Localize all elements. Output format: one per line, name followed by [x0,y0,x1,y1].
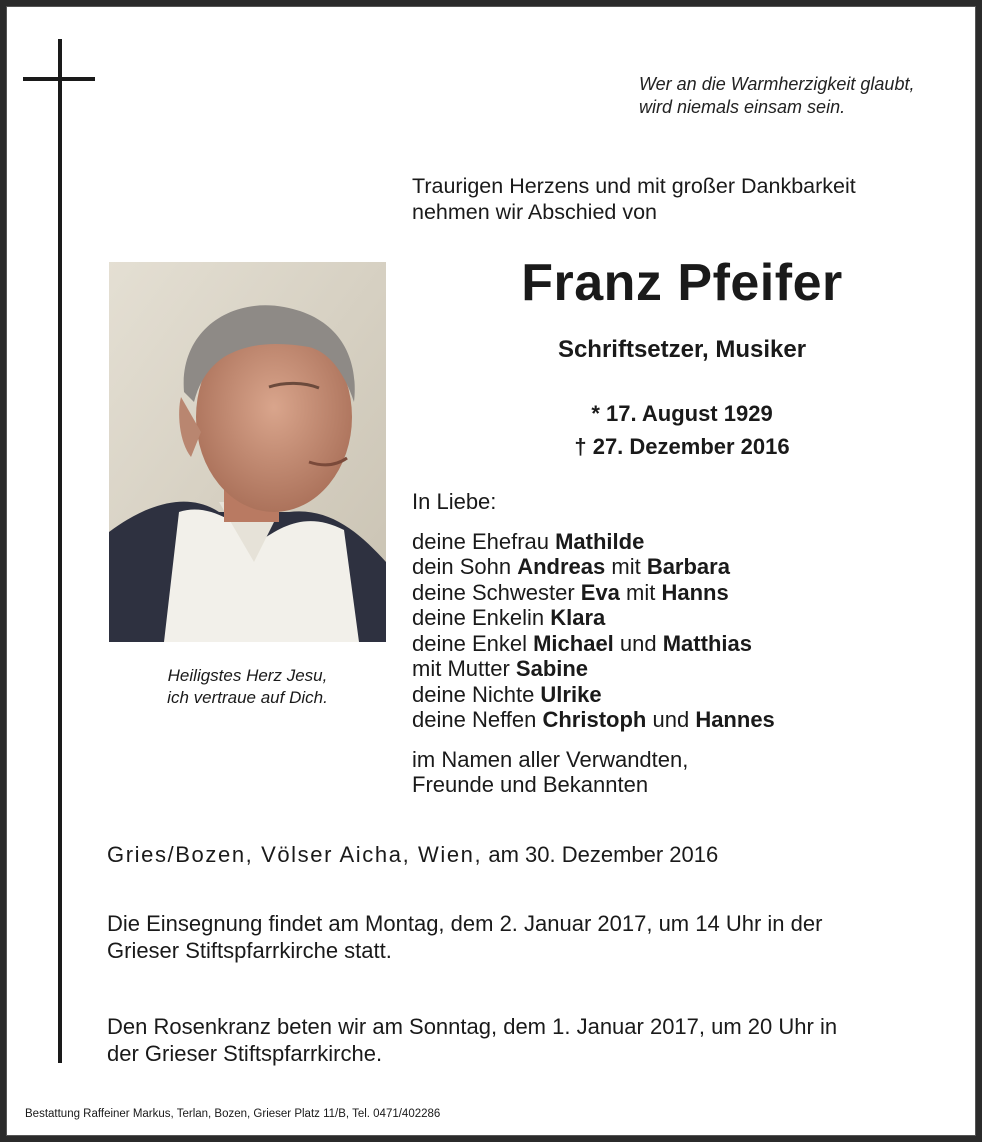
life-dates [412,397,952,463]
intro-line-2: nehmen wir Abschied von [412,200,658,224]
mourner-name: Mathilde [555,528,645,554]
blessing-line-2: Grieser Stiftspfarrkirche statt. [107,938,392,963]
mourner-name: Sabine [515,656,589,681]
mourner-relation: und [613,630,663,656]
mourner-name: Christoph [542,707,647,732]
mourner-line [412,580,952,606]
mourner-relation: dein Sohn [412,554,518,579]
mourner-name: Ulrike [540,681,602,707]
mourner-name: Michael [533,630,614,656]
mourner-name: Andreas [517,554,606,579]
mourner-line [412,554,952,580]
mourner-relation: deine Neffen [412,707,543,732]
mourner-relation: deine Enkelin [412,605,551,630]
intro-line-1: Traurigen Herzens und mit großer Dankbarkeit [412,174,856,198]
rosary-line-2: der Grieser Stiftspfarrkirche. [107,1041,383,1066]
deceased-name: Franz Pfeifer [521,254,843,312]
mourners-list [412,489,952,798]
mourner-line [412,682,952,708]
obituary-page [6,6,976,1136]
mourner-name: Hannes [695,707,775,732]
mourner-line [412,631,952,657]
place-and-date [107,841,947,869]
mourner-line [412,656,952,682]
closing-line-2: Freunde und Bekannten [412,772,649,797]
mourner-relation: deine Schwester [412,579,581,605]
motto-quote [639,73,959,119]
mourner-relation: mit [605,554,647,579]
closing-line-1: im Namen aller Verwandten, [412,746,689,772]
mourner-relation: deine Nichte [412,681,541,707]
motto-line-1: Wer an die Warmherzigkeit glaubt, [639,74,915,94]
death-date: † 27. Dezember 2016 [574,434,790,459]
mourner-line [412,707,952,733]
blessing-notice [107,910,955,964]
portrait-photo [109,262,386,642]
intro-text [412,173,952,225]
photo-caption [109,665,386,709]
birth-date: * 17. August 1929 [591,401,773,426]
mourner-line [412,605,952,631]
mourner-relation: deine Ehefrau [412,528,556,554]
mourner-relation: und [646,707,696,732]
portrait-illustration [109,262,386,642]
mourner-line [412,529,952,555]
mourner-relation: deine Enkel [412,630,534,656]
mourners-rows [412,529,952,733]
notice-date: am 30. Dezember 2016 [482,842,719,867]
motto-line-2: wird niemals einsam sein. [639,97,846,117]
rosary-line-1: Den Rosenkranz beten wir am Sonntag, dem 1. Januar 2017, um 20 Uhr in [107,1014,838,1039]
mourner-relation: mit [619,579,662,605]
rosary-notice [107,1013,955,1067]
funeral-home-footer: Bestattung Raffeiner Markus, Terlan, Bozen, Grieser Platz 11/B, Tel. 0471/402286 [25,1108,441,1120]
mourners-heading: In Liebe: [412,489,497,514]
mourner-name: Barbara [646,554,730,579]
caption-line-1: Heiligstes Herz Jesu, [167,666,328,685]
caption-line-2: ich vertraue auf Dich. [167,688,328,707]
deceased-profession: Schriftsetzer, Musiker [557,336,807,363]
blessing-line-1: Die Einsegnung findet am Montag, dem 2. Januar 2017, um 14 Uhr in der [107,911,823,936]
place-names: Gries/Bozen, Völser Aicha, Wien, [107,842,483,867]
mourner-name: Klara [550,605,606,630]
mourner-name: Eva [580,579,620,605]
mourner-name: Matthias [662,630,752,656]
mourner-name: Hanns [661,579,729,605]
mourner-relation: mit Mutter [412,656,516,681]
